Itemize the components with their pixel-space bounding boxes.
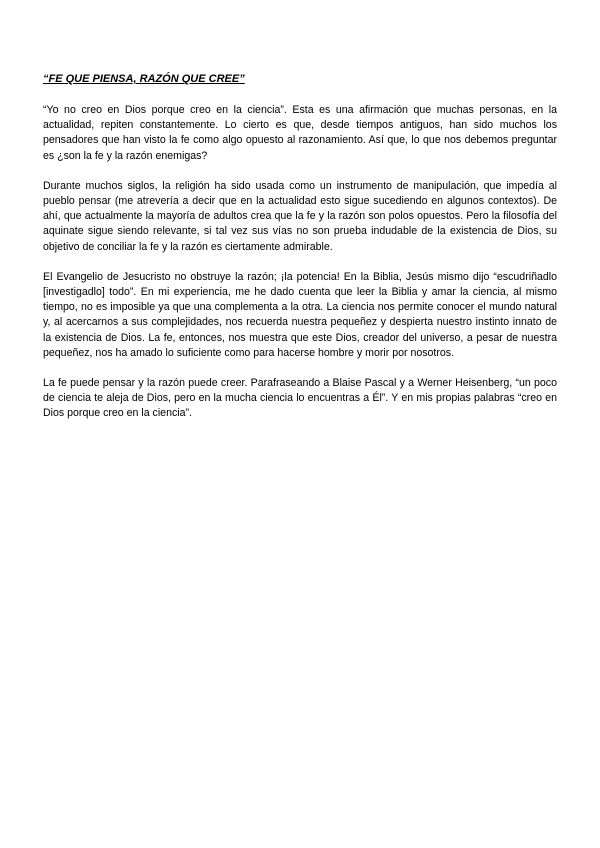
paragraph-intro: “Yo no creo en Dios porque creo en la ciencia”. Esta es una afirmación que muchas personas, en la actualidad, repiten constantemente. Lo cierto es que, desde tiempos antiguos, han sido muchos los pensadores que han visto la fe como algo opuesto al razonamiento. Así que, lo que nos debemos preguntar es ¿son la fe y la razón enemigas? xyxy=(43,104,557,162)
paragraph-gospel: El Evangelio de Jesucristo no obstruye la razón; ¡la potencia! En la Biblia, Jesús mismo dijo “escudriñadlo [investigadlo] todo”. En mi experiencia, me he dado cuenta que leer la Biblia y amar la ciencia, al mismo tiempo, no es imposible ya que una complementa a la otra. La ciencia nos permite conocer el mundo natural y, al acercarnos a sus complejidades, nos recuerda nuestra pequeñez y despierta nuestro instinto innato de la existencia de Dios. La fe, entonces, nos muestra que este Dios, creador del universo, a pesar de nuestra pequeñez, nos ha amado lo suficiente como para hacerse hombre y morir por nosotros. xyxy=(43,270,557,359)
document-title: “FE QUE PIENSA, RAZÓN QUE CREE” xyxy=(43,73,245,85)
paragraph-history: Durante muchos siglos, la religión ha sido usada como un instrumento de manipulación, que impedía al pueblo pensar (me atrevería a decir que en la actualidad esto sigue sucediendo en algunos contextos). De ahí, que actualmente la mayoría de adultos crea que la fe y la razón son polos opuestos. Pero la filosofía del aquinate sigue siendo relevante, si tal vez sus vías no son prueba indudable de la existencia de Dios, su objetivo de conciliar la fe y la razón es ciertamente admirable. xyxy=(43,179,557,253)
document-body xyxy=(43,72,557,437)
paragraph-conclusion: La fe puede pensar y la razón puede creer. Parafraseando a Blaise Pascal y a Werner Heisenberg, “un poco de ciencia te aleja de Dios, pero en la mucha ciencia lo encuentras a Él”. Y en mis propias palabras “creo en Dios porque creo en la ciencia”. xyxy=(43,377,557,420)
